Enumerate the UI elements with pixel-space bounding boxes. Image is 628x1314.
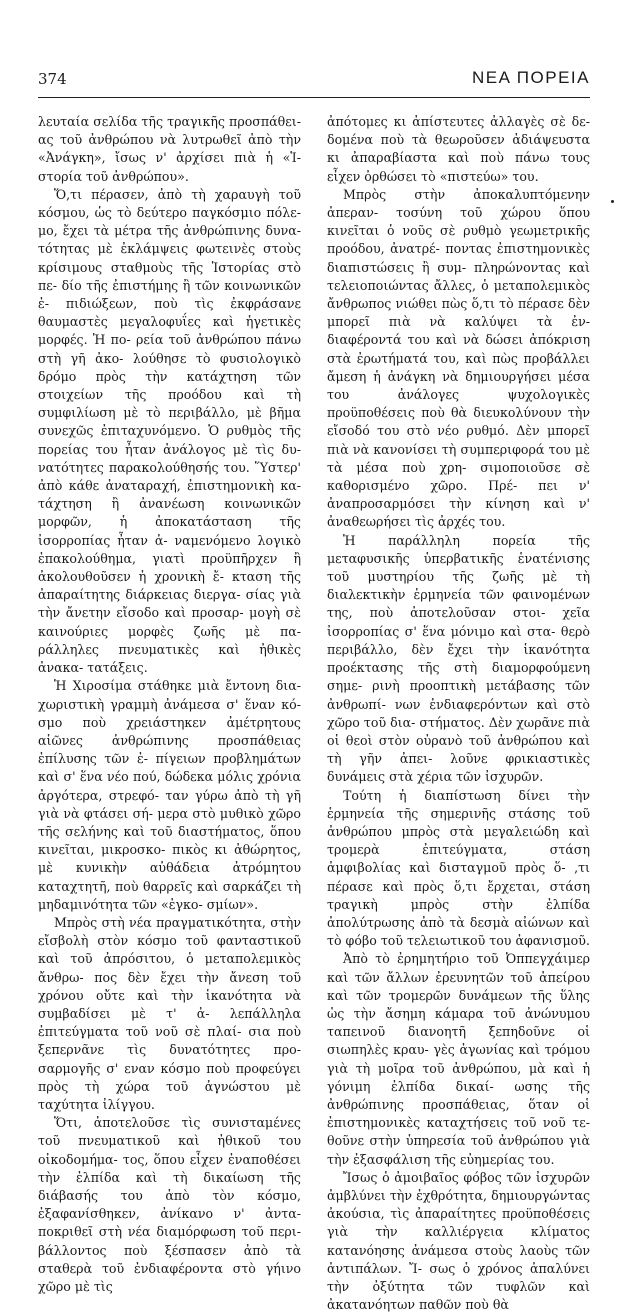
paragraph: Ἡ Χιροσίμα στάθηκε μιὰ ἔντονη δια- χωριστικὴ γραμμὴ ἀνάμεσα σ' ἕναν κό- σμο ποὺ χρειάστηκεν ἀμέτρητους αἰῶνες ἀνθρώπινης προσπάθειας ἐπίλυσης τῶν ἐ- πίγειων προβλημάτων καὶ σ' ἕνα νέο πού, δώδεκα μόλις χρόνια ἀργότερα, στρεφό- ταν γύρω ἀπὸ τὴ γῆ γιὰ νὰ φτάσει σή- μερα στὸ μυθικὸ χῶρο τῆς σελήνης καὶ τοῦ διαστήματος, ὅπου κινεῖται, μικροσκο- πικὸς κι ἀθώρητος, μὲ κυνικὴν αὐθάδεια ἀτρόμητου καταχτητῆ, ποὺ θαρρεῖς καὶ σαρκάζει τὴ μηδαμινότητα τῶν «ἐγκο- σμίων». bbox=[38, 678, 301, 912]
paragraph: Ὅτι, ἀποτελοῦσε τὶς συνισταμένες τοῦ πνευματικοῦ καὶ ἠθικοῦ του οἰκοδομήμα- τος, ὅπου εἶχεν ἐναποθέσει τὴν ἐλπίδα καὶ τὴ δικαίωση τῆς διάβασής του ἀπὸ τὸν κόσμο, ἐξαφανίσθηκεν, ἀνίκανο ν' ἀντα- ποκριθεῖ στὴ νέα διαμόρφωση τοῦ περι- βάλλοντος ποὺ ξέσπασεν ἀπὸ τὰ σταθερὰ τοῦ ἐνδιαφέροντα στὸ γήινο χῶρο μὲ τὶς bbox=[38, 1115, 301, 1294]
paragraph: ἀπότομες κι ἀπίστευτες ἀλλαγὲς σὲ δε- δομένα ποὺ τὰ θεωροῦσεν ἀδιάψευστα κι ἀπαραβίαστα καὶ ποὺ πάνω τους εἶχεν ὀρθώσει τὸ «πιστεύω» του. bbox=[327, 114, 590, 184]
running-title: ΝΕΑ ΠΟΡΕΙΑ bbox=[472, 68, 590, 87]
column-right bbox=[327, 113, 591, 1313]
paragraph: Μπρὸς στὴν ἀποκαλυπτόμενην ἀπεραν- τοσύνη τοῦ χώρου ὅπου κινεῖται ὁ νοῦς σὲ ρυθμὸ γεωμετρικῆς προόδου, ἀνατρέ- ποντας ἐπιστημονικὲς διαπιστώσεις ἢ συμ- πληρώνοντας καὶ τελειοποιώντας ἄλλες, ὁ μεταπολεμικὸς ἄνθρωπος νιώθει πὼς ὅ,τι τὸ πέρασε δὲν μπορεῖ πιὰ νὰ καλύψει τὰ ἐν- διαφέροντά του καὶ νὰ δώσει ἀπόκριση στὰ ἐρωτήματά του, καὶ πὼς προβάλλει ἄμεση ἡ ἀνάγκη νὰ δημιουργήσει μέσα του ἀνάλογες ψυχολογικὲς προϋποθέσεις ποὺ θὰ διευκολύνουν τὴν εἴσοδό του στὸ νέο ρυθμό. Δὲν μπορεῖ πιὰ νὰ κανονίσει τὴ συμπεριφορά του μὲ τὰ μέσα ποὺ χρη- σιμοποιοῦσε σὲ καθορισμένο χῶρο. Πρέ- πει ν' ἀναπροσαρμόσει τὴν κίνηση καὶ ν' ἀναθεωρήσει τὶς ἀρχές του. bbox=[327, 186, 590, 530]
paragraph: λευταία σελίδα τῆς τραγικῆς προσπάθει- ας τοῦ ἀνθρώπου νὰ λυτρωθεῖ ἀπὸ τὴν «Ἀνάγκη», ἴσως ν' ἀρχίσει πιὰ ἡ «Ἱ- στορία τοῦ ἀνθρώπου». bbox=[38, 114, 301, 184]
page-number: 374 bbox=[38, 70, 67, 88]
paragraph: Ὅ,τι πέρασεν, ἀπὸ τὴ χαραυγὴ τοῦ κόσμου, ὡς τὸ δεύτερο παγκόσμιο πόλε- μο, ἔχει τὰ μέτρα τῆς ἀνθρώπινης δυνα- τότητας μὲ ἐκλάμψεις φωτεινὲς στοὺς κρίσιμους σταθμοὺς τῆς Ἱστορίας στὸ πε- δίο τῆς ἐπιστήμης ἢ τῶν κοινωνικῶν ἐ- πιδιώξεων, ποὺ τὶς ἐκφράσανε θαυμαστὲς μεγαλοφυΐες καὶ ἡγετικὲς μορφές. Ἡ πο- ρεία τοῦ ἀνθρώπου πάνω στὴ γῆ ἀκο- λούθησε τὸ φυσιολογικὸ δρόμο πρὸς τὴν κατάχτηση τῶν στοιχείων τῆς προόδου καὶ τὴ συμφιλίωση μὲ τὸ περιβάλλο, μὲ βῆμα συνεχῶς ἐπιταχυνόμενο. Ὁ ρυθμὸς τῆς πορείας του ἦταν ἀνάλογος μὲ τὶς δυ- νατότητες παρακολούθησής του. Ὕστερ' ἀπὸ κάθε ἀναταραχή, ἐπιστημονικὴ κα- τάχτηση ἢ ἀνανέωση κοινωνικῶν μορφῶν, ἡ ἀποκατάσταση τῆς ἰσορροπίας ἦταν ἀ- ναμενόμενο λογικὸ ἐπακολούθημα, γιατὶ προϋπῆρχεν ἢ ἀκολουθοῦσεν ἡ χρονικὴ ἔ- κταση τῆς ἀπαραίτητης διάρκειας διεργα- σίας γιὰ τὴν ἄνετην εἴσοδο καὶ προσαρ- μογὴ σὲ καινούριες μορφὲς ζωῆς μὲ πα- ράλληλες πνευματικὲς καὶ ἠθικὲς ἀνακα- τατάξεις. bbox=[38, 186, 301, 676]
column-left bbox=[38, 113, 301, 1294]
margin-dot bbox=[611, 200, 614, 203]
paragraph: Τούτη ἡ διαπίστωση δίνει τὴν ἑρμηνεία τῆς σημερινῆς στάσης τοῦ ἀνθρώπου μπρὸς στὰ μεγαλειώδη καὶ τρομερὰ ἐπιτεύγματα, στάση ἀμφιβολίας καὶ δισταγμοῦ πρὸς ὅ- ,τι πέρασε καὶ πρὸς ὅ,τι ἔρχεται, στάση τραγικὴ μπρὸς στὴν ἐλπίδα ἀπολύτρωσης ἀπὸ τὰ δεσμὰ αἰώνων καὶ τὸ φόβο τοῦ τελειωτικοῦ του ἀφανισμοῦ. bbox=[327, 787, 590, 949]
paragraph: Ἀπὸ τὸ ἐρημητήριο τοῦ Ὀππεγχάιμερ καὶ τῶν ἄλλων ἐρευνητῶν τοῦ ἀπείρου καὶ τῶν τρομερῶν δυνάμεων τῆς ὕλης ὡς τὴν ἄσημη κάμαρα τοῦ ἀνώνυμου ταπεινοῦ διανοητῆ ξεπηδοῦνε οἱ σιωπηλὲς κραυ- γὲς ἀγωνίας καὶ τρόμου γιὰ τὴ μοῖρα τοῦ ἀνθρώπου, μὰ καὶ ἡ γόνιμη ἐλπίδα δικαί- ωσης τῆς ἀνθρώπινης προσπάθειας, ὅταν οἱ ἐπιστημονικὲς καταχτήσεις τοῦ νοῦ τε- θοῦνε στὴν ὑπηρεσία τοῦ ἀνθρώπου γιὰ τὴν ἐξασφάλιση τῆς εὐημερίας του. bbox=[327, 951, 590, 1167]
page-header bbox=[38, 68, 590, 90]
header-rule bbox=[38, 97, 590, 98]
paragraph: Ἴσως ὁ ἀμοιβαῖος φόβος τῶν ἰσχυρῶν ἀμβλύνει τὴν ἐχθρότητα, δημιουργώντας ἀκούσια, τὶς ἀπαραίτητες προϋποθέσεις γιὰ τὴν καλλιέργεια κλίματος κατανόησης ἀνάμεσα στοὺς λαοὺς τῶν ἀντιπάλων. Ἴ- σως ὁ χρόνος ἀπαλύνει τὴν ὀξύτητα τῶν τυφλῶν καὶ ἀκατανόητων παθῶν ποὺ θὰ bbox=[327, 1169, 590, 1313]
article-body bbox=[38, 113, 591, 1313]
paragraph: Μπρὸς στὴ νέα πραγματικότητα, στὴν εἴσβολὴ στὸν κόσμο τοῦ φανταστικοῦ καὶ τοῦ ἀπρόσιτου, ὁ μεταπολεμικὸς ἄνθρω- πος δὲν ἔχει τὴν ἄνεση τοῦ χρόνου οὔτε καὶ τὴν ἱκανότητα νὰ συμβαδίσει μὲ τ' ἀ- λεπάλληλα ἐπιτεύγματα τοῦ νοῦ σὲ πλαί- σια ποὺ ξεπερνᾶνε τὶς δυνατότητες προ- σαρμογῆς σ' εναν κόσμο ποὺ προφεύγει πρὸς τὴ χώρα τοῦ ἀγνώστου μὲ ταχύτητα ἰλίγγου. bbox=[38, 914, 301, 1112]
paragraph: Ἡ παράλληλη πορεία τῆς μεταφυσικῆς ὑπερβατικῆς ἑνατένισης τοῦ μυστηρίου τῆς ζωῆς μὲ τὴ διαλεκτικὴν ἑρμηνεία τῶν φαινομένων της, ποὺ ἀποτελοῦσαν στοι- χεῖα ἰσορροπίας σ' ἕνα μόνιμο καὶ στα- θερὸ περιβάλλο, δὲν ἔχει τὴν ἱκανότητα προέκτασης τῆς στὴ διαμορφούμενη σημε- ρινὴ προοπτικὴ μετάβασης τῶν ἀνθρωπί- νων ἐνδιαφερόντων καὶ στὸ χῶρο τοῦ δια- στήματος. Δὲν χωρᾶνε πιὰ οἱ θεοὶ στὸν οὐρανὸ τοῦ ἀνθρώπου καὶ τὴ γῆν ἀπει- λοῦνε φρικιαστικὲς δυνάμεις στὰ χέρια τῶν ἰσχυρῶν. bbox=[327, 532, 591, 785]
